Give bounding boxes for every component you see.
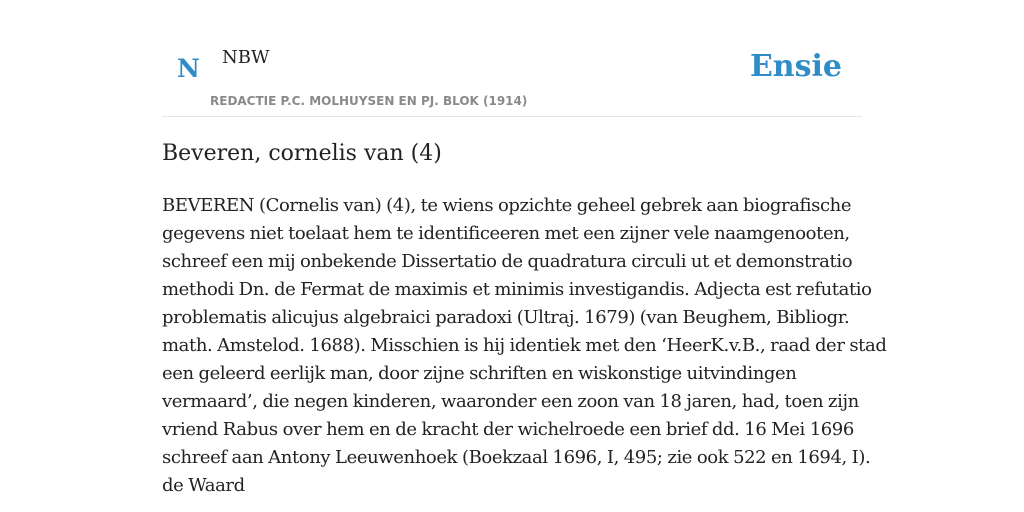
article-line: een geleerd eerlijk man, door zijne schriften en wiskonstige uitvindingen xyxy=(162,363,797,384)
article-line: BEVEREN (Cornelis van) (4), te wiens opzichte geheel gebrek aan biografische xyxy=(162,195,852,216)
article-line: schreef aan Antony Leeuwenhoek (Boekzaal 1696, I, 495; zie ook 522 en 1694, I). xyxy=(162,447,871,468)
article-body xyxy=(162,192,887,500)
header xyxy=(162,0,862,117)
site-logo[interactable]: Ensie xyxy=(749,49,842,84)
article-line: methodi Dn. de Fermat de maximis et minimis investigandis. Adjecta est refutatio xyxy=(162,279,872,300)
article-line: vermaard’, die negen kinderen, waaronder een zoon van 18 jaren, had, toen zijn xyxy=(162,391,859,412)
article-title: Beveren, cornelis van (4) xyxy=(162,141,442,166)
article-line: gegevens niet toelaat hem te identificeeren met een zijner vele naamgenooten, xyxy=(162,223,850,244)
article-line: math. Amstelod. 1688). Misschien is hij identiek met den ‘HeerK.v.B., raad der stad xyxy=(162,335,887,356)
article-line: problematis alicujus algebraici paradoxi (Ultraj. 1679) (van Beughem, Bibliogr. xyxy=(162,307,850,328)
source-logo[interactable]: N xyxy=(177,54,200,83)
source-subtitle: REDACTIE P.C. MOLHUYSEN EN PJ. BLOK (1914) xyxy=(210,94,528,108)
source-name[interactable]: NBW xyxy=(222,47,270,68)
article-line: schreef een mij onbekende Dissertatio de quadratura circuli ut et demonstratio xyxy=(162,251,853,272)
article-author: de Waard xyxy=(162,475,245,496)
article-line: vriend Rabus over hem en de kracht der wichelroede een brief dd. 16 Mei 1696 xyxy=(162,419,854,440)
